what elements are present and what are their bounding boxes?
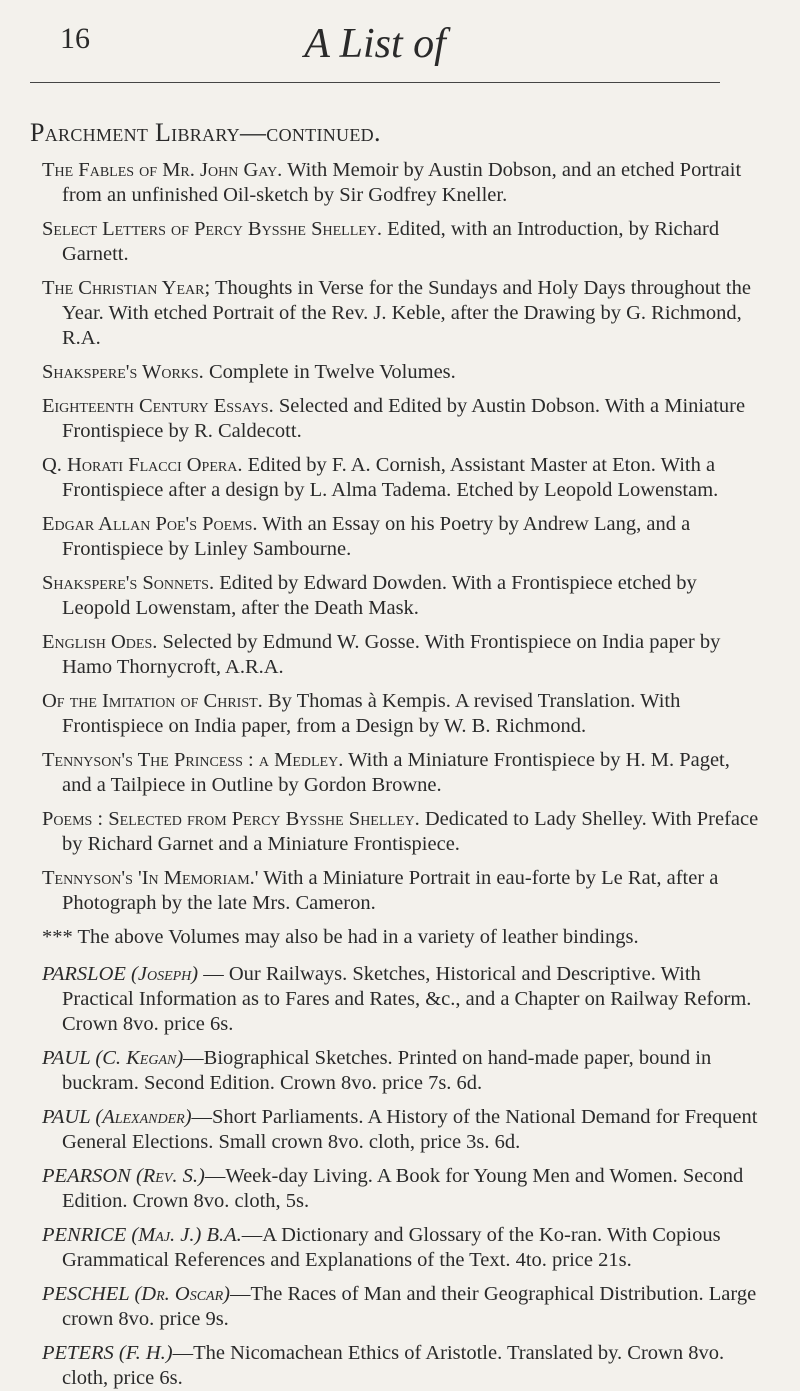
entry-text: Selected and Edited by Austin Dobson. With a Miniature Frontispiece by R. Caldecott. [62,395,746,442]
list-entry [30,512,760,562]
author-entry [30,1223,760,1273]
entry-title: Tennyson's 'In Memoriam.' [42,867,259,889]
entry-text: Selected by Edmund W. Gosse. With Frontispiece on India paper by Hamo Thornycroft, A.R.A. [62,631,721,678]
list-entry [30,394,760,444]
author-entry [30,1046,760,1096]
list-entry [30,630,760,680]
entry-author: PETERS (F. H.) [42,1342,173,1364]
entry-title: The Fables of Mr. John Gay. [42,159,283,181]
list-entry [30,158,760,208]
bindings-note: *** The above Volumes may also be had in a variety of leather bindings. [42,926,639,948]
list-entry [30,453,760,503]
entry-title: Of the Imitation of Christ. [42,690,263,712]
entry-title: Tennyson's The Princess : a Medley. [42,749,344,771]
entry-author: PESCHEL (Dr. Oscar) [42,1283,230,1305]
entry-title: Poems : Selected from Percy Bysshe Shelley. [42,808,420,830]
entry-text: With Memoir by Austin Dobson, and an etched Portrait from an unfinished Oil-sketch by Sir Godfrey Kneller. [62,159,742,206]
entry-text: Edited, with an Introduction, by Richard Garnett. [62,218,720,265]
list-entry [30,360,760,385]
entry-text: With a Miniature Portrait in eau-forte by Le Rat, after a Photograph by the late Mrs. Cameron. [62,867,719,914]
entry-title: Edgar Allan Poe's Poems. [42,513,258,535]
author-entry [30,962,760,1037]
list-entry [30,276,760,351]
section-title: Parchment Library—continued. [30,118,381,147]
author-entry [30,1105,760,1155]
entry-author: PAUL (C. Kegan) [42,1047,184,1069]
entry-title: Shakspere's Sonnets. [42,572,215,594]
list-entry [30,866,760,916]
author-entry [30,1341,760,1391]
author-entry [30,1282,760,1332]
running-title: A List of [304,21,446,67]
entry-text: Edited by Edward Dowden. With a Frontispiece etched by Leopold Lowenstam, after the Death Mask. [62,572,697,619]
page-header [30,0,760,112]
header-rule [30,82,720,83]
entry-text: Edited by F. A. Cornish, Assistant Master at Eton. With a Frontispiece after a design by L. Alma Tadema. Etched by Leopold Lowenstam. [62,454,719,501]
entry-text: — Our Railways. Sketches, Historical and Descriptive. With Practical Information as to Fares and Rates, &c., and a Chapter on Railway Reform. Crown 8vo. price 6s. [62,963,752,1035]
page-number: 16 [60,22,90,55]
entry-text: —A Dictionary and Glossary of the Ko-ran. With Copious Grammatical References and Explanations of the Text. 4to. price 21s. [62,1224,721,1271]
entry-text: Complete in Twelve Volumes. [203,361,456,383]
entry-author: PARSLOE (Joseph) [42,963,199,985]
list-entry [30,571,760,621]
entry-text: —Short Parliaments. A History of the National Demand for Frequent General Elections. Small crown 8vo. cloth, price 3s. 6d. [62,1106,758,1153]
entry-text: Dedicated to Lady Shelley. With Preface by Richard Garnet and a Miniature Frontispiece. [62,808,759,855]
entry-text: —The Races of Man and their Geographical Distribution. Large crown 8vo. price 9s. [62,1283,757,1330]
entry-author: PENRICE (Maj. J.) B.A. [42,1224,242,1246]
list-entry [30,748,760,798]
entry-title: Shakspere's Works. [42,361,204,383]
entry-author: PEARSON (Rev. S.) [42,1165,205,1187]
entry-list [30,158,760,916]
entry-text: —The Nicomachean Ethics of Aristotle. Translated by. Crown 8vo. cloth, price 6s. [62,1342,725,1389]
entry-text: With a Miniature Frontispiece by H. M. Paget, and a Tailpiece in Outline by Gordon Browne. [62,749,730,796]
entry-text: Thoughts in Verse for the Sundays and Holy Days throughout the Year. With etched Portrait of the Rev. J. Keble, after the Drawing by G. Richmond, R.A. [62,277,751,349]
entry-title: Select Letters of Percy Bysshe Shelley. [42,218,383,240]
list-entry [30,689,760,739]
author-entry [30,1164,760,1214]
list-entry [30,217,760,267]
entry-text: With an Essay on his Poetry by Andrew Lang, and a Frontispiece by Linley Sambourne. [62,513,691,560]
entry-text: —Week-day Living. A Book for Young Men and Women. Second Edition. Crown 8vo. cloth, 5s. [62,1165,744,1212]
entry-title: English Odes. [42,631,158,653]
entry-text: —Biographical Sketches. Printed on hand-made paper, bound in buckram. Second Edition. Crown 8vo. price 7s. 6d. [62,1047,712,1094]
entry-title: Q. Horati Flacci Opera. [42,454,243,476]
entry-title: Eighteenth Century Essays. [42,395,274,417]
entry-title: The Christian Year; [42,277,211,299]
author-entry-list [30,962,760,1391]
entry-author: PAUL (Alexander) [42,1106,192,1128]
list-entry [30,807,760,857]
entry-text: By Thomas à Kempis. A revised Translation. With Frontispiece on India paper, from a Design by W. B. Richmond. [62,690,681,737]
